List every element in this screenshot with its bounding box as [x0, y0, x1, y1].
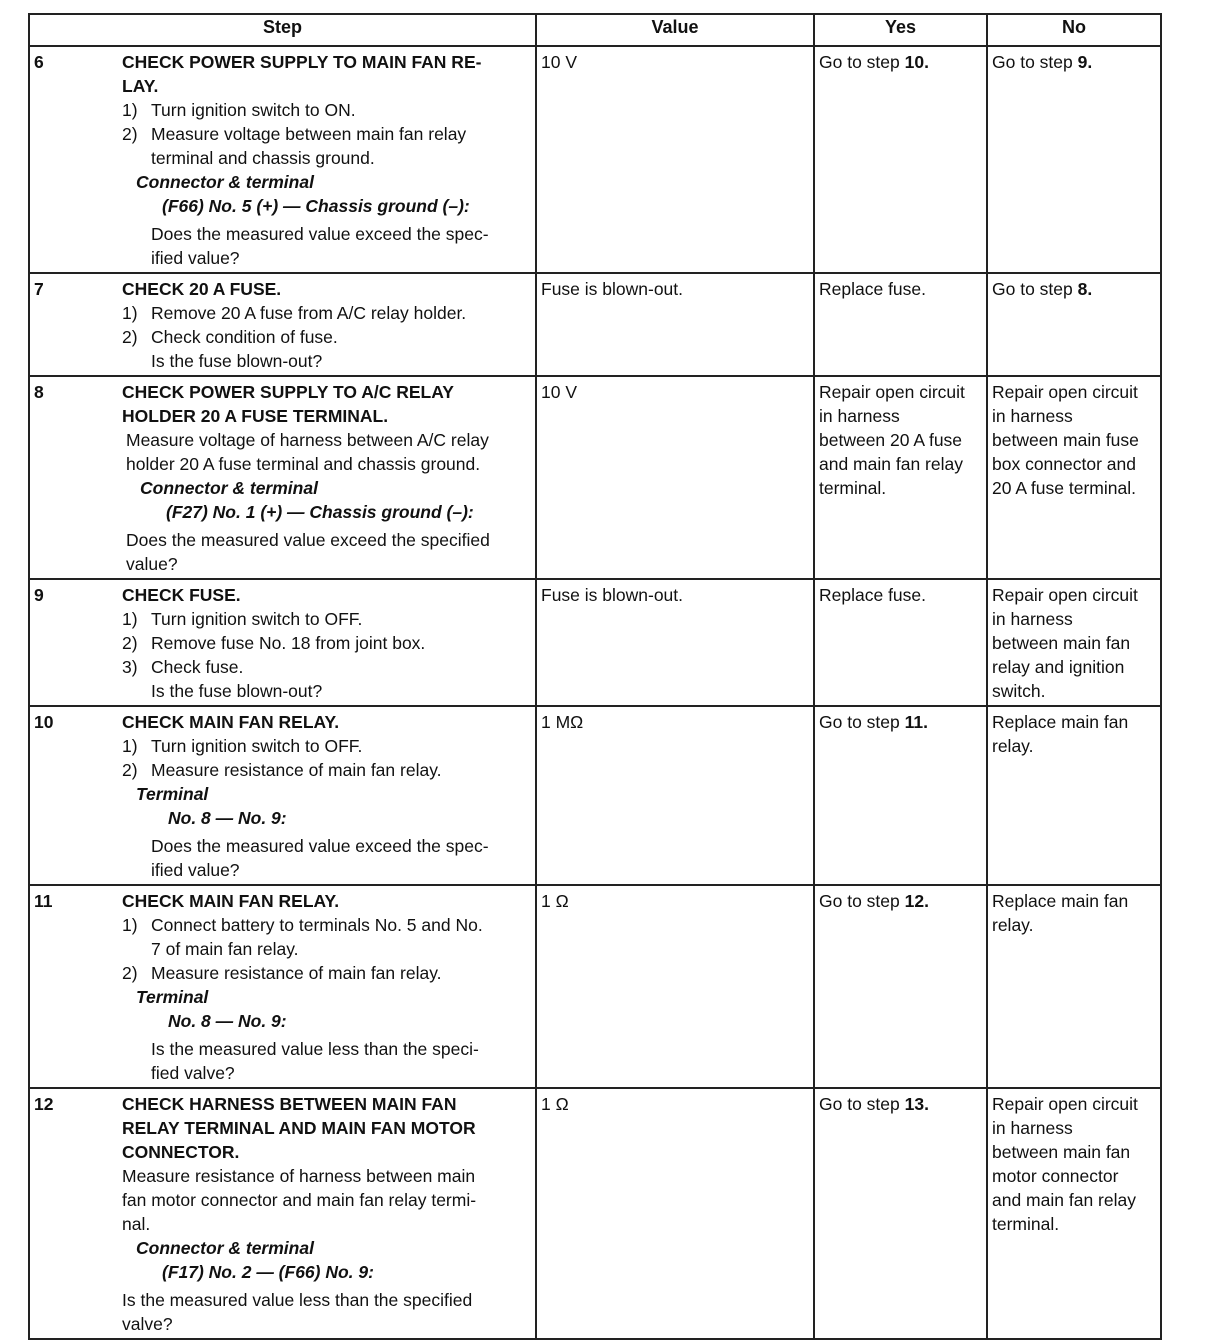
step-title: CHECK POWER SUPPLY TO A/C RELAY [122, 382, 454, 402]
step-title: CHECK 20 A FUSE. [122, 279, 282, 299]
substep: 1) Connect battery to terminals No. 5 and No. [122, 915, 483, 935]
header-step: Step [29, 14, 536, 46]
value-cell: 1 Ω [536, 1088, 814, 1339]
question: Is the measured value less than the specified [122, 1290, 473, 1310]
step-cell [29, 579, 536, 706]
question: Is the measured value less than the speci- [151, 1039, 479, 1059]
step-ref: 8. [1077, 279, 1093, 299]
no-cell: Replace main fan relay. [987, 885, 1161, 1088]
question-cont: ified value? [151, 860, 240, 880]
no-cell: Replace main fan relay. [987, 706, 1161, 885]
question: Does the measured value exceed the spec- [151, 836, 489, 856]
description-cont: nal. [122, 1214, 151, 1234]
no-cell: Repair open circuit in harness between main fan motor connector and main fan relay terminal. [987, 1088, 1161, 1339]
substep: 2) Measure resistance of main fan relay. [122, 963, 442, 983]
value-cell: Fuse is blown-out. [536, 273, 814, 376]
yes-cell: Go to step 12. [814, 885, 987, 1088]
connector-pins: (F27) No. 1 (+) — Chassis ground (–): [166, 502, 474, 522]
table-row [29, 376, 1161, 579]
header-no: No [987, 14, 1161, 46]
table-row [29, 1088, 1161, 1339]
step-ref: 9. [1077, 52, 1093, 72]
connector-pins: (F17) No. 2 — (F66) No. 9: [162, 1262, 374, 1282]
connector-label: Connector & terminal [140, 478, 318, 498]
value-cell: 10 V [536, 376, 814, 579]
table-row [29, 579, 1161, 706]
description: Measure voltage of harness between A/C relay [126, 430, 489, 450]
substep: 2) Measure resistance of main fan relay. [122, 760, 442, 780]
step-title: CHECK MAIN FAN RELAY. [122, 712, 340, 732]
step-number: 12 [34, 1094, 54, 1114]
step-cell [29, 885, 536, 1088]
step-cell [29, 376, 536, 579]
substep-cont: terminal and chassis ground. [151, 148, 375, 168]
question-cont: valve? [122, 1314, 173, 1334]
step-ref: 12. [904, 891, 929, 911]
connector-label: Connector & terminal [136, 172, 314, 192]
step-title-cont: HOLDER 20 A FUSE TERMINAL. [122, 406, 389, 426]
step-cell [29, 706, 536, 885]
question: Is the fuse blown-out? [151, 351, 323, 371]
yes-cell: Replace fuse. [814, 579, 987, 706]
step-number: 6 [34, 52, 44, 72]
connector-pins: (F66) No. 5 (+) — Chassis ground (–): [162, 196, 470, 216]
value-cell: 1 MΩ [536, 706, 814, 885]
question: Does the measured value exceed the specified [126, 530, 490, 550]
terminal-label: Terminal [136, 784, 209, 804]
substep: 2) Measure voltage between main fan relay [122, 124, 467, 144]
table-row [29, 273, 1161, 376]
question: Does the measured value exceed the spec- [151, 224, 489, 244]
description-cont: holder 20 A fuse terminal and chassis ground. [126, 454, 481, 474]
substep: 2) Check condition of fuse. [122, 327, 338, 347]
step-number: 10 [34, 712, 54, 732]
terminal-label: Terminal [136, 987, 209, 1007]
value-cell: Fuse is blown-out. [536, 579, 814, 706]
yes-cell: Go to step 10. [814, 46, 987, 273]
value-cell: 1 Ω [536, 885, 814, 1088]
step-title-cont: CONNECTOR. [122, 1142, 240, 1162]
step-number: 8 [34, 382, 44, 402]
table-row [29, 706, 1161, 885]
substep: 1) Turn ignition switch to ON. [122, 100, 356, 120]
terminal-pins: No. 8 — No. 9: [168, 1011, 287, 1031]
step-title: CHECK FUSE. [122, 585, 241, 605]
value-cell: 10 V [536, 46, 814, 273]
no-cell: Go to step 8. [987, 273, 1161, 376]
step-cell [29, 1088, 536, 1339]
step-ref: 11. [904, 712, 928, 732]
table-row [29, 46, 1161, 273]
header-yes: Yes [814, 14, 987, 46]
step-title: CHECK HARNESS BETWEEN MAIN FAN [122, 1094, 457, 1114]
connector-label: Connector & terminal [136, 1238, 314, 1258]
step-cell [29, 273, 536, 376]
description-cont: fan motor connector and main fan relay termi- [122, 1190, 477, 1210]
step-cell [29, 46, 536, 273]
substep-cont: 7 of main fan relay. [151, 939, 299, 959]
yes-cell: Go to step 13. [814, 1088, 987, 1339]
step-number: 7 [34, 279, 44, 299]
yes-cell: Replace fuse. [814, 273, 987, 376]
question-cont: value? [126, 554, 178, 574]
diagnostic-table [28, 13, 1162, 1340]
step-ref: 13. [904, 1094, 929, 1114]
substep: 1) Turn ignition switch to OFF. [122, 736, 363, 756]
substep: 1) Turn ignition switch to OFF. [122, 609, 363, 629]
step-number: 11 [34, 891, 53, 911]
question-cont: ified value? [151, 248, 240, 268]
substep: 3) Check fuse. [122, 657, 244, 677]
yes-cell: Go to step 11. [814, 706, 987, 885]
substep: 2) Remove fuse No. 18 from joint box. [122, 633, 426, 653]
step-ref: 10. [904, 52, 929, 72]
question: Is the fuse blown-out? [151, 681, 323, 701]
step-title: CHECK MAIN FAN RELAY. [122, 891, 340, 911]
header-value: Value [536, 14, 814, 46]
table-row [29, 885, 1161, 1088]
description: Measure resistance of harness between main [122, 1166, 476, 1186]
no-cell: Go to step 9. [987, 46, 1161, 273]
step-title-cont: LAY. [122, 76, 159, 96]
step-number: 9 [34, 585, 44, 605]
step-title: CHECK POWER SUPPLY TO MAIN FAN RE- [122, 52, 482, 72]
no-cell: Repair open circuit in harness between main fan relay and ignition switch. [987, 579, 1161, 706]
step-title-cont: RELAY TERMINAL AND MAIN FAN MOTOR [122, 1118, 476, 1138]
no-cell: Repair open circuit in harness between main fuse box connector and 20 A fuse terminal. [987, 376, 1161, 579]
header-row [29, 14, 1161, 46]
question-cont: fied valve? [151, 1063, 235, 1083]
yes-cell: Repair open circuit in harness between 20 A fuse and main fan relay terminal. [814, 376, 987, 579]
terminal-pins: No. 8 — No. 9: [168, 808, 287, 828]
substep: 1) Remove 20 A fuse from A/C relay holder. [122, 303, 467, 323]
